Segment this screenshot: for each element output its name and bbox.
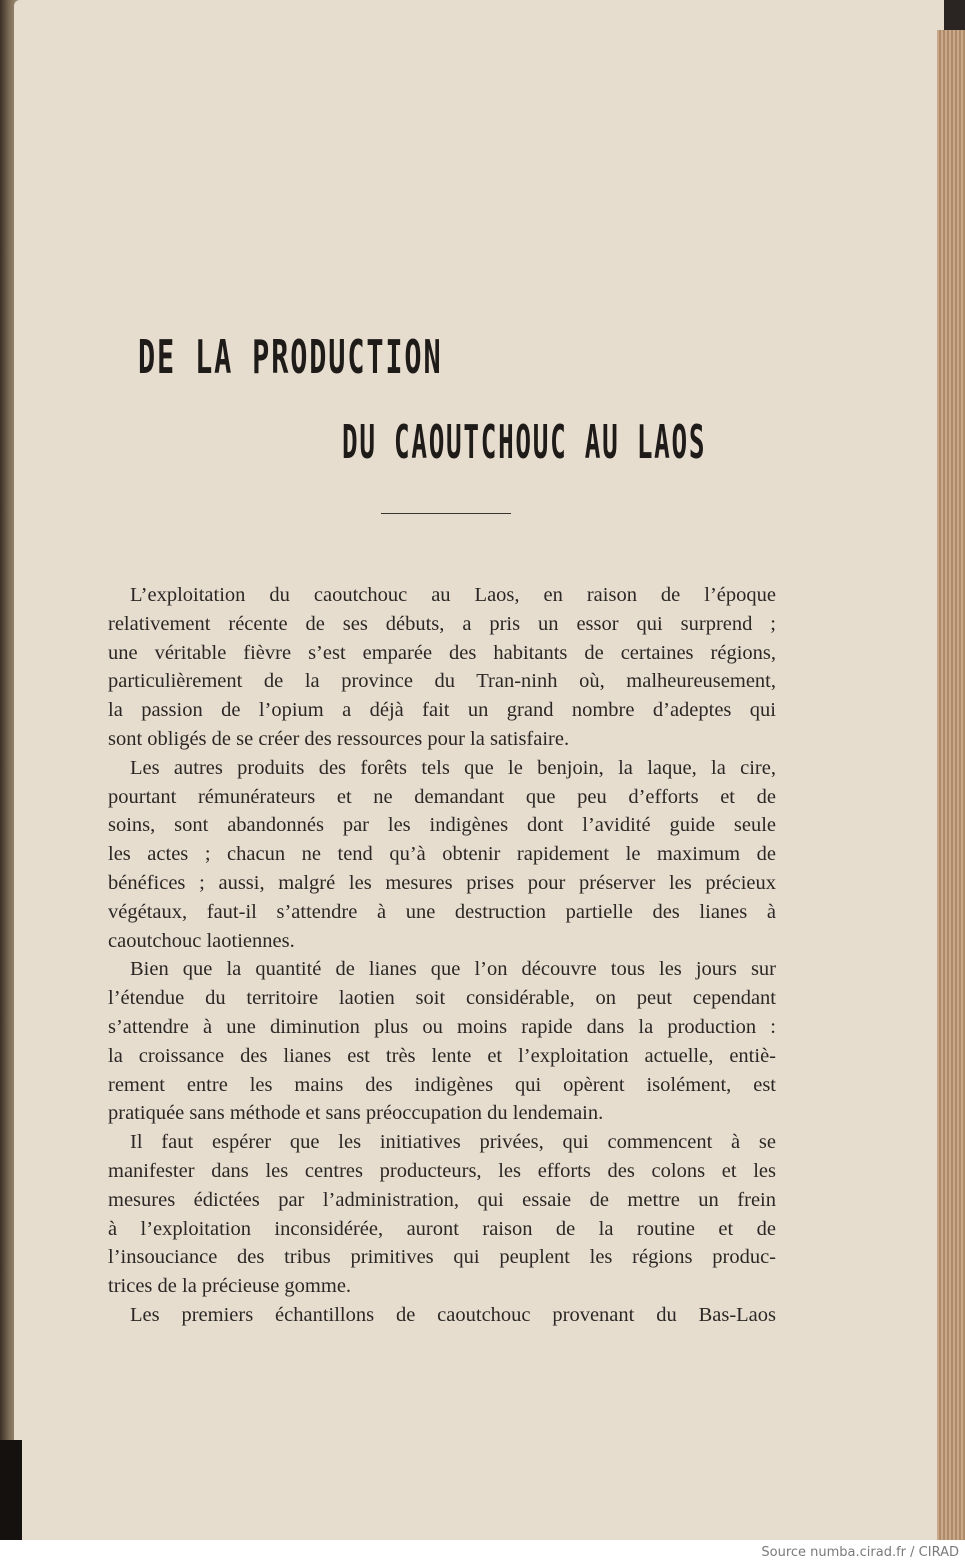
- body-line: une véritable fièvre s’est emparée des habitants de certaines régions,: [108, 641, 776, 664]
- article-body: [108, 581, 776, 1330]
- body-line: la croissance des lianes est très lente et l’exploitation actuelle, entiè-: [108, 1044, 776, 1067]
- body-line: la passion de l’opium a déjà fait un grand nombre d’adeptes qui: [108, 699, 776, 722]
- body-line: sont obligés de se créer des ressources pour la satisfaire.: [108, 727, 570, 750]
- body-line: soins, sont abandonnés par les indigènes dont l’avidité guide seule: [108, 814, 776, 837]
- body-line: l’étendue du territoire laotien soit considérable, on peut cependant: [108, 987, 776, 1010]
- body-line: l’insouciance des tribus primitives qui peuplent les régions produc-: [108, 1246, 776, 1269]
- body-line: L’exploitation du caoutchouc au Laos, en raison de l’époque: [130, 584, 776, 606]
- article-title-line-2: DU CAOUTCHOUC AU LAOS: [342, 415, 707, 469]
- body-line: trices de la précieuse gomme.: [108, 1275, 352, 1298]
- body-line: manifester dans les centres producteurs, les efforts des colons et les: [108, 1159, 776, 1182]
- body-line: caoutchouc laotiennes.: [108, 929, 295, 952]
- body-line: les actes ; chacun ne tend qu’à obtenir rapidement le maximum de: [108, 843, 776, 866]
- body-line: relativement récente de ses débuts, a pris un essor qui surprend ;: [108, 612, 776, 635]
- body-line: Bien que la quantité de lianes que l’on découvre tous les jours sur: [130, 958, 776, 981]
- body-line: Les premiers échantillons de caoutchouc provenant du Bas-Laos: [130, 1303, 776, 1326]
- article-title-line-1: DE LA PRODUCTION: [138, 330, 443, 384]
- body-line: végétaux, faut-il s’attendre à une destruction partielle des lianes à: [108, 900, 776, 923]
- body-line: pratiquée sans méthode et sans préoccupation du lendemain.: [108, 1102, 604, 1125]
- body-line: Il faut espérer que les initiatives privées, qui commencent à se: [130, 1131, 776, 1154]
- binding-shadow: [0, 1440, 22, 1540]
- title-divider: [381, 513, 511, 514]
- body-line: rement entre les mains des indigènes qui opèrent isolément, est: [108, 1073, 776, 1096]
- page-stack-edge: [937, 30, 965, 1540]
- source-credit: Source numba.cirad.fr / CIRAD: [761, 1545, 959, 1560]
- body-line: Les autres produits des forêts tels que le benjoin, la laque, la cire,: [130, 756, 776, 779]
- body-line: bénéfices ; aussi, malgré les mesures prises pour préserver les précieux: [108, 871, 776, 894]
- body-line: s’attendre à une diminution plus ou moins rapide dans la production :: [108, 1015, 776, 1038]
- body-line: particulièrement de la province du Tran-ninh où, malheureusement,: [108, 670, 776, 693]
- body-line: pourtant rémunérateurs et ne demandant que peu d’efforts et de: [108, 785, 776, 808]
- body-line: mesures édictées par l’administration, qui essaie de mettre un frein: [108, 1188, 776, 1211]
- body-line: à l’exploitation inconsidérée, auront raison de la routine et de: [108, 1217, 776, 1240]
